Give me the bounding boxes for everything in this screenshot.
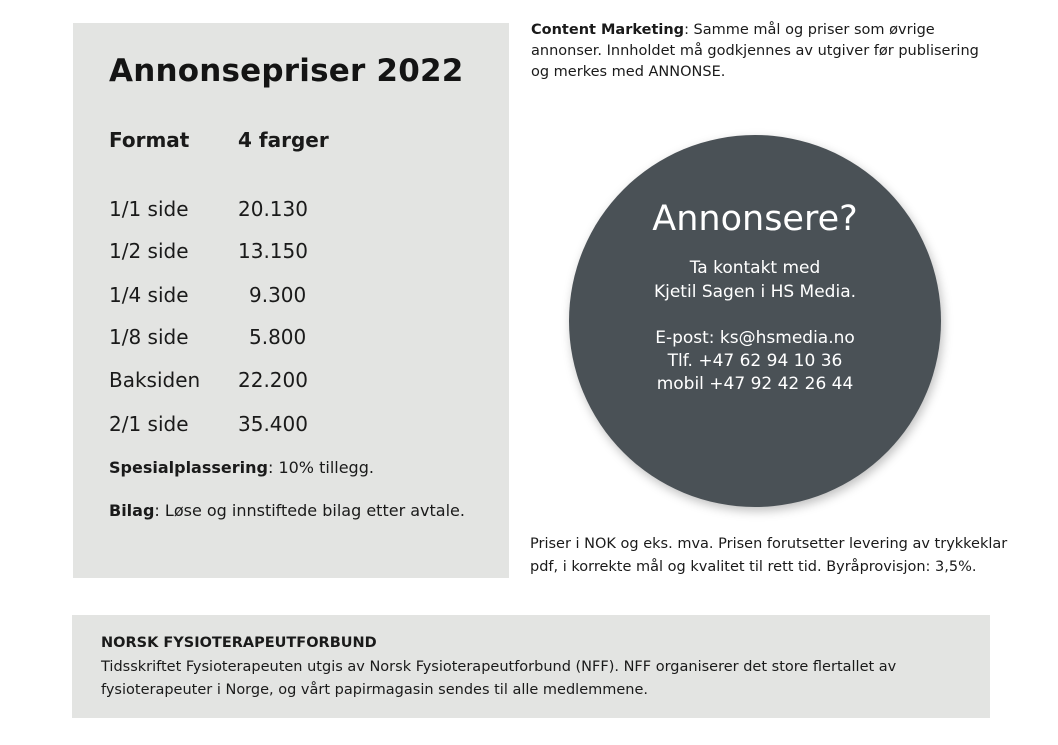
price-cell: 9.300 — [249, 283, 307, 307]
format-cell: 1/1 side — [109, 197, 189, 221]
footer-text: Tidsskriftet Fysioterapeuten utgis av Norsk Fysioterapeutforbund (NFF). NFF organiserer det store flertallet av fysioterapeuter i Norge, og vårt papirmagasin sendes til alle medlemmene. — [101, 659, 897, 698]
price-cell: 22.200 — [238, 368, 308, 392]
price-cell: 5.800 — [249, 325, 307, 349]
format-cell: Baksiden — [109, 368, 201, 392]
contact-email[interactable]: E-post: ks@hsmedia.no — [655, 328, 855, 348]
contact-line-2: Kjetil Sagen i HS Media. — [653, 282, 857, 302]
contact-circle — [569, 135, 941, 507]
footer-panel — [72, 615, 990, 718]
price-row — [109, 412, 329, 442]
contact-mobile[interactable]: mobil +47 92 42 26 44 — [656, 374, 854, 394]
contact-line-1: Ta kontakt med — [689, 258, 821, 278]
format-cell: 2/1 side — [109, 412, 189, 436]
price-row — [109, 325, 329, 355]
format-column-header: Format — [109, 128, 190, 152]
pricing-panel — [73, 23, 509, 578]
price-conditions-note: Priser i NOK og eks. mva. Prisen forutsetter levering av trykkeklar pdf, i korrekte mål og kvalitet til rett tid. Byråprovisjon: 3,5%. — [530, 536, 1008, 575]
content-marketing-note — [531, 20, 1001, 83]
bilag-note — [109, 501, 499, 520]
price-cell: 13.150 — [238, 239, 308, 263]
special-placement-note — [109, 458, 499, 477]
format-cell: 1/8 side — [109, 325, 189, 349]
price-row — [109, 197, 329, 227]
special-text: : 10% tillegg. — [267, 458, 374, 477]
contact-phone[interactable]: Tlf. +47 62 94 10 36 — [667, 351, 843, 371]
price-row — [109, 283, 329, 313]
special-label: Spesialplassering — [109, 458, 268, 477]
content-marketing-label: Content Marketing — [531, 22, 685, 38]
format-cell: 1/4 side — [109, 283, 189, 307]
bilag-text: : Løse og innstiftede bilag etter avtale. — [154, 501, 465, 520]
bilag-label: Bilag — [109, 501, 155, 520]
price-cell: 20.130 — [238, 197, 308, 221]
content-marketing-text: : Samme mål og priser som øvrige annonser. Innholdet må godkjennes av utgiver før publisering og merkes med ANNONSE. — [531, 22, 979, 80]
price-row — [109, 239, 329, 269]
price-cell: 35.400 — [238, 412, 308, 436]
color-column-header: 4 farger — [238, 128, 329, 152]
contact-heading: Annonsere? — [652, 199, 858, 239]
footer-title: NORSK FYSIOTERAPEUTFORBUND — [101, 635, 377, 651]
price-row — [109, 368, 329, 398]
format-cell: 1/2 side — [109, 239, 189, 263]
pricing-title: Annonsepriser 2022 — [109, 53, 464, 89]
